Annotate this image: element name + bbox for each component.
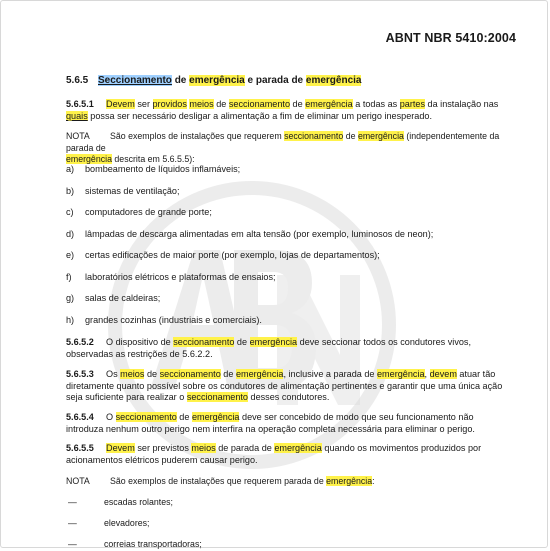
section-number: 5.6.5 (66, 75, 89, 86)
list-item: c) computadores de grande porte; (66, 207, 212, 217)
paragraph-5653: 5.6.5.3 Os meios de seccionamento de emergência, inclusive a parada de emergência, devem atuar tão diretamente quanto possível sobre os condutores de alimentação pertinentes e garantir que uma única ação seja suficiente para realizar o seccionamento desses condutores. (66, 369, 503, 402)
list-item: d) lâmpadas de descarga alimentadas em alta tensão (por exemplo, luminosos de neon); (66, 229, 434, 239)
title-term-seccionamento: Seccionamento (98, 75, 172, 86)
list-item: e) certas edificações de maior porte (por exemplo, lojas de departamentos); (66, 250, 380, 260)
list-item: b) sistemas de ventilação; (66, 186, 180, 196)
list-item: h) grandes cozinhas (industriais e comerciais). (66, 315, 262, 325)
paragraph-number: 5.6.5.2 (66, 337, 94, 347)
note-2: NOTA São exemplos de instalações que requerem parada de emergência: (66, 476, 375, 486)
paragraph-5651: 5.6.5.1 Devem ser providos meios de seccionamento de emergência a todas as partes da instalação nas quais possa ser necessário desligar a alimentação a fim de eliminar um perigo inesperado. (66, 99, 499, 121)
paragraph-number: 5.6.5.1 (66, 99, 94, 109)
paragraph-5654: 5.6.5.4 O seccionamento de emergência deve ser concebido de modo que seu funcionamento não introduza nenhum outro perigo nem interfira na operação completa necessária para eliminar o perigo. (66, 412, 475, 434)
dash-list-item: — correias transportadoras; (68, 539, 202, 549)
section-title: 5.6.5 Seccionamento de emergência e parada de emergência (66, 75, 362, 86)
paragraph-5655: 5.6.5.5 Devem ser previstos meios de parada de emergência quando os movimentos produzidos por acionamentos elétricos puderem causar perigo. (66, 443, 482, 465)
note-label: NOTA (66, 476, 90, 486)
dash-list-item: — escadas rolantes; (68, 497, 173, 507)
paragraph-5652: 5.6.5.2 O dispositivo de seccionamento de emergência deve seccionar todos os condutores vivos, observadas as restrições de 5.6.2.2. (66, 337, 471, 359)
paragraph-number: 5.6.5.5 (66, 443, 94, 453)
list-item: a) bombeamento de líquidos inflamáveis; (66, 164, 241, 174)
dash-list-item: — elevadores; (68, 518, 150, 528)
note-label: NOTA (66, 131, 90, 141)
list-item: f) laboratórios elétricos e plataformas de ensaios; (66, 272, 276, 282)
standard-code: ABNT NBR 5410:2004 (385, 31, 516, 45)
note-1: NOTA São exemplos de instalações que requerem seccionamento de emergência (independentemente da parada de emergência descrita em 5.6.5.5): (66, 131, 500, 164)
list-item: g) salas de caldeiras; (66, 293, 161, 303)
paragraph-number: 5.6.5.4 (66, 412, 94, 422)
paragraph-number: 5.6.5.3 (66, 369, 94, 379)
